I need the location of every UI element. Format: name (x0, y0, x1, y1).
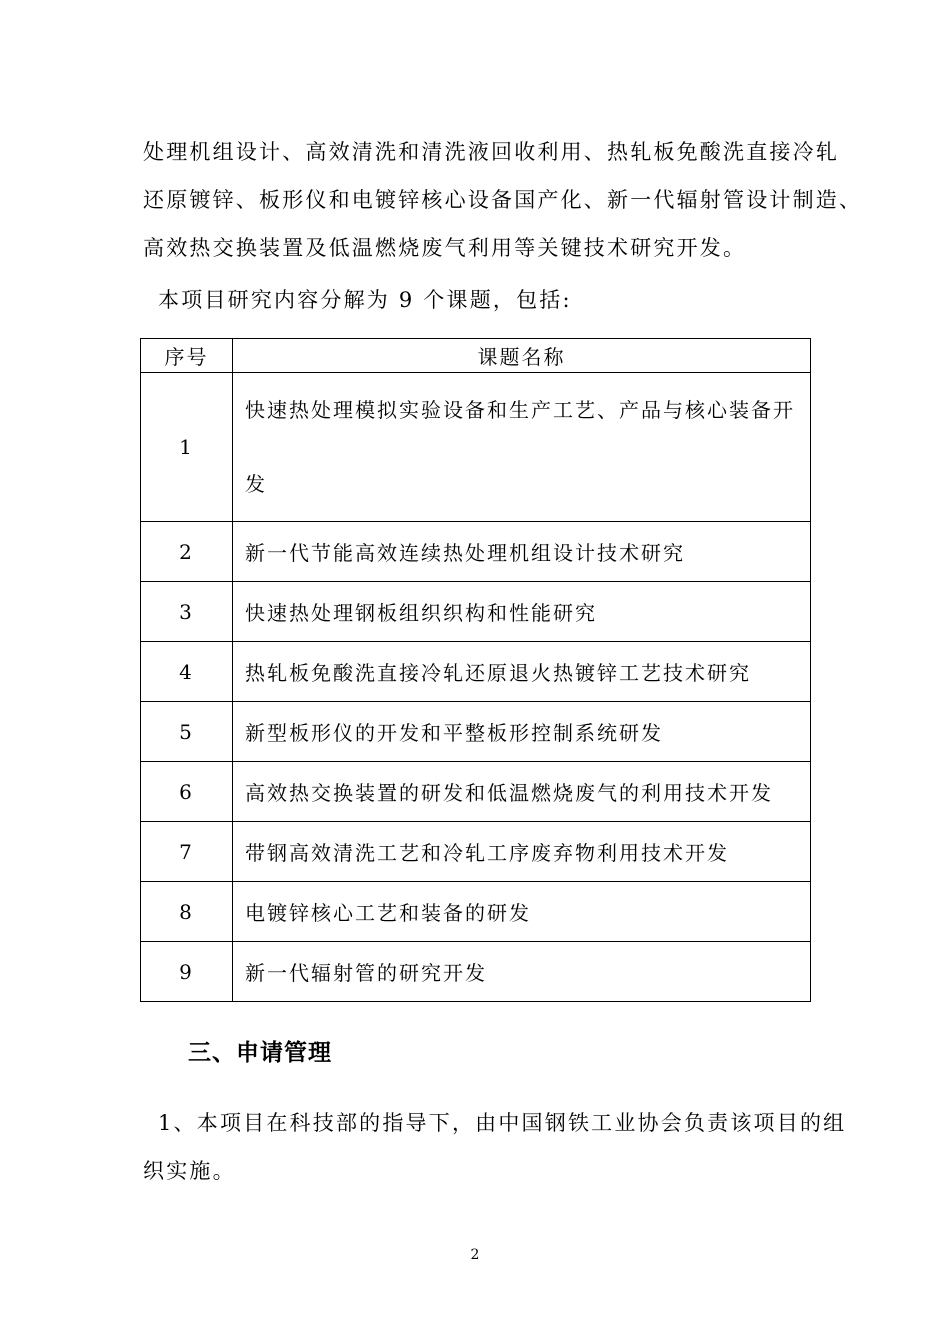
row-topic-name: 快速热处理钢板组织织构和性能研究 (233, 582, 811, 642)
page-number: 2 (470, 1247, 480, 1263)
row-number: 4 (141, 642, 233, 702)
row-number: 3 (141, 582, 233, 642)
paragraph-line: 还原镀锌、板形仪和电镀锌核心设备国产化、新一代辐射管设计制造、 (143, 188, 863, 212)
row-topic-name: 新一代节能高效连续热处理机组设计技术研究 (233, 522, 811, 582)
table-row (141, 702, 811, 762)
row-topic-name: 带钢高效清洗工艺和冷轧工序废弃物利用技术开发 (233, 822, 811, 882)
row-number: 5 (141, 702, 233, 762)
table-row (141, 882, 811, 942)
row-number: 8 (141, 882, 233, 942)
paragraph-line: 处理机组设计、高效清洗和清洗液回收利用、热轧板免酸洗直接冷轧 (143, 140, 839, 164)
header-topic-name: 课题名称 (233, 339, 811, 373)
row-topic-name: 热轧板免酸洗直接冷轧还原退火热镀锌工艺技术研究 (233, 642, 811, 702)
row-topic-name: 高效热交换装置的研发和低温燃烧废气的利用技术开发 (233, 762, 811, 822)
row-topic-name (233, 373, 811, 522)
intro-line: 本项目研究内容分解为 9 个课题，包括: (158, 288, 572, 312)
table-row (141, 642, 811, 702)
paragraph-line: 织实施。 (143, 1159, 236, 1183)
table-row (141, 942, 811, 1002)
row-number: 7 (141, 822, 233, 882)
row-number: 9 (141, 942, 233, 1002)
row-topic-name: 新型板形仪的开发和平整板形控制系统研发 (233, 702, 811, 762)
table-header-row (141, 339, 811, 373)
topic-name-line: 发 (245, 472, 267, 496)
table-row (141, 582, 811, 642)
row-topic-name: 新一代辐射管的研究开发 (233, 942, 811, 1002)
topic-name-line: 快速热处理模拟实验设备和生产工艺、产品与核心装备开 (245, 398, 795, 422)
section-heading: 三、申请管理 (188, 1040, 332, 1066)
header-serial-number: 序号 (141, 339, 233, 373)
paragraph-line: 1、本项目在科技部的指导下，由中国钢铁工业协会负责该项目的组 (158, 1111, 847, 1135)
table-row (141, 373, 811, 522)
table-row (141, 822, 811, 882)
row-number: 6 (141, 762, 233, 822)
row-number: 2 (141, 522, 233, 582)
table-row (141, 522, 811, 582)
topics-table (140, 338, 811, 1002)
paragraph-line: 高效热交换装置及低温燃烧废气利用等关键技术研究开发。 (143, 236, 747, 260)
table-row (141, 762, 811, 822)
row-number: 1 (141, 373, 233, 522)
row-topic-name: 电镀锌核心工艺和装备的研发 (233, 882, 811, 942)
